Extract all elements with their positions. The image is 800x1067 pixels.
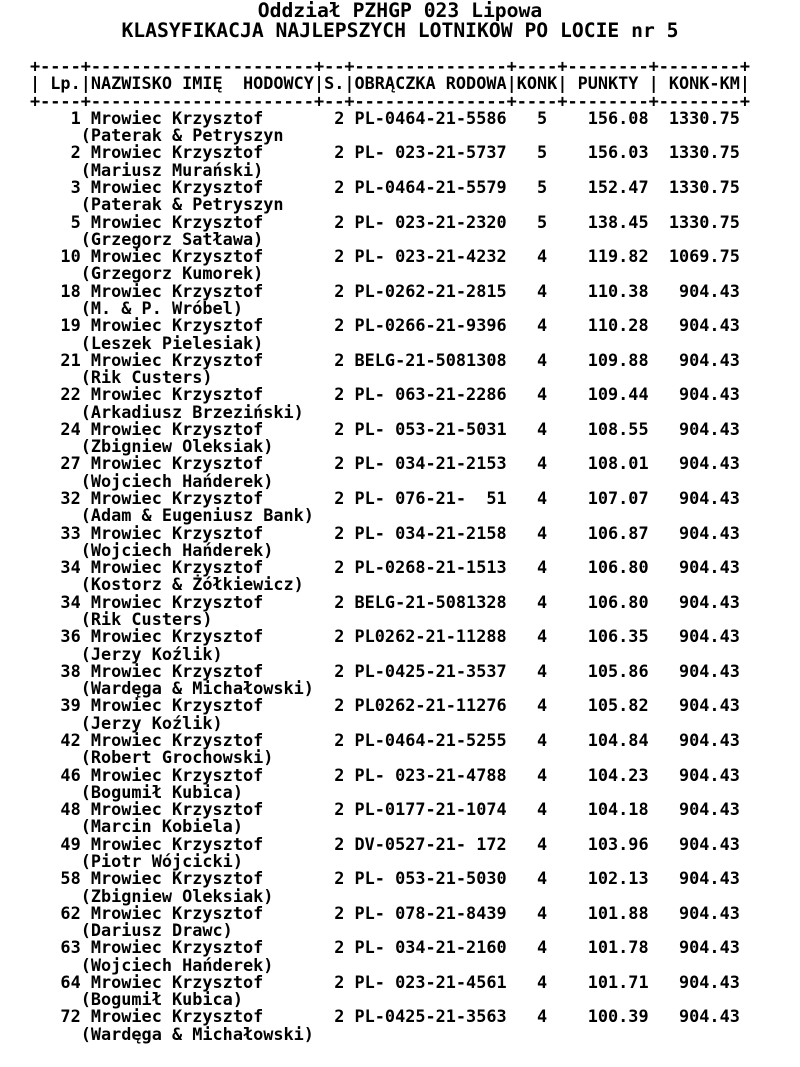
fancier-name: Mrowiec Krzysztof [90,176,264,197]
konk-km-cell: 904.43 [679,695,740,716]
points-cell: 106.80 [587,557,649,578]
table-row [30,455,760,490]
points-cell: 103.96 [587,833,649,854]
points-cell: 156.08 [587,107,649,128]
fancier-name: Mrowiec Krzysztof [90,729,264,750]
konk-cell: 4 [537,764,548,785]
fancier-name: Mrowiec Krzysztof [90,591,264,612]
fancier-name: Mrowiec Krzysztof [90,833,264,854]
branch-title: Oddział PZHGP 023 Lipowa [257,0,543,22]
fancier-name: Mrowiec Krzysztof [90,937,264,958]
table-body [30,107,760,1044]
konk-km-cell: 904.43 [679,868,740,889]
konk-km-cell: 904.43 [679,833,740,854]
points-cell: 102.13 [587,868,649,889]
ring-number: BELG-21-5081308 [354,349,507,370]
partner-name: (Piotr Wójcicki) [80,850,243,871]
row-main-line [30,870,760,887]
fancier-name: Mrowiec Krzysztof [90,280,264,301]
series-cell: 2 [334,280,345,301]
partner-name: (Robert Grochowski) [80,747,274,768]
points-cell: 100.39 [587,1006,649,1027]
partner-name: (Adam & Eugeniusz Bank) [80,505,314,526]
konk-cell: 4 [537,418,548,439]
rank-cell: 18 [60,280,81,301]
konk-cell: 4 [537,799,548,820]
ring-number: PL-0266-21-9396 [354,315,507,336]
partner-name: (Jerzy Koźlik) [80,712,223,733]
points-cell: 156.03 [587,142,649,163]
partner-name: (Leszek Pielesiak) [80,332,264,353]
konk-km-cell: 1069.75 [668,246,740,267]
fancier-name: Mrowiec Krzysztof [90,971,264,992]
series-cell: 2 [334,246,345,267]
partner-name: (Zbigniew Oleksiak) [80,436,274,457]
series-cell: 2 [334,833,345,854]
points-cell: 119.82 [587,246,649,267]
series-cell: 2 [334,1006,345,1027]
fancier-name: Mrowiec Krzysztof [90,211,264,232]
rank-cell: 2 [70,142,81,163]
series-cell: 2 [334,384,345,405]
partner-name: (Kostorz & Żółkiewicz) [80,574,304,595]
table-row [30,939,760,974]
table-row [30,660,760,699]
ring-number: DV-0527-21- 172 [354,833,507,854]
konk-cell: 4 [537,522,548,543]
ring-number: PL- 023-21-5737 [354,142,507,163]
konk-cell: 4 [537,488,548,509]
table-row [30,628,760,663]
konk-km-cell: 904.43 [679,729,740,750]
series-cell: 2 [334,695,345,716]
konk-cell: 4 [537,626,548,647]
rank-cell: 39 [60,695,81,716]
rank-cell: 3 [70,176,81,197]
konk-km-cell: 904.43 [679,660,740,681]
row-main-line [30,628,760,645]
fancier-name: Mrowiec Krzysztof [90,1006,264,1027]
konk-km-cell: 904.43 [679,626,740,647]
table-row [30,490,760,525]
points-cell: 104.18 [587,799,649,820]
table-header-row: | Lp.|NAZWISKO IMIĘ HODOWCY|S.|OBRĄCZKA RODOWA|KONK| PUNKTY | KONK-KM| [30,73,750,94]
konk-cell: 4 [537,1006,548,1027]
series-cell: 2 [334,349,345,370]
points-cell: 109.44 [587,384,649,405]
partner-name: (Grzegorz Kumorek) [80,263,264,284]
fancier-name: Mrowiec Krzysztof [90,418,264,439]
series-cell: 2 [334,176,345,197]
ring-number: PL-0464-21-5579 [354,176,507,197]
partner-name: (Bogumił Kubica) [80,989,243,1010]
table-row [30,349,760,388]
points-cell: 104.84 [587,729,649,750]
series-cell: 2 [334,660,345,681]
partner-name: (Arkadiusz Brzeziński) [80,401,304,422]
konk-cell: 5 [537,142,548,163]
rank-cell: 22 [60,384,81,405]
fancier-name: Mrowiec Krzysztof [90,868,264,889]
points-cell: 108.01 [587,453,649,474]
table-row [30,317,760,352]
partner-name: (Wojciech Hańderek) [80,470,274,491]
points-cell: 109.88 [587,349,649,370]
partner-name: (Paterak & Petryszyn [80,194,284,215]
table-row [30,697,760,732]
rank-cell: 49 [60,833,81,854]
konk-km-cell: 904.43 [679,280,740,301]
rank-cell: 48 [60,799,81,820]
konk-cell: 5 [537,107,548,128]
partner-name: (Mariusz Murański) [80,159,264,180]
konk-km-cell: 904.43 [679,453,740,474]
rank-cell: 46 [60,764,81,785]
rank-cell: 19 [60,315,81,336]
ring-number: PL-0464-21-5255 [354,729,507,750]
points-cell: 101.71 [587,971,649,992]
series-cell: 2 [334,626,345,647]
table-row [30,971,760,1010]
points-cell: 106.80 [587,591,649,612]
konk-km-cell: 904.43 [679,937,740,958]
konk-cell: 4 [537,868,548,889]
table-row [30,418,760,457]
konk-cell: 4 [537,557,548,578]
ring-number: PL-0464-21-5586 [354,107,507,128]
partner-name: (Wojciech Hańderek) [80,954,274,975]
results-table [30,58,760,1043]
points-cell: 110.28 [587,315,649,336]
series-cell: 2 [334,453,345,474]
konk-cell: 4 [537,591,548,612]
series-cell: 2 [334,902,345,923]
rank-cell: 38 [60,660,81,681]
ring-number: PL- 023-21-4788 [354,764,507,785]
konk-km-cell: 1330.75 [668,142,740,163]
series-cell: 2 [334,591,345,612]
konk-km-cell: 904.43 [679,971,740,992]
konk-cell: 4 [537,246,548,267]
konk-km-cell: 904.43 [679,418,740,439]
points-cell: 104.23 [587,764,649,785]
row-partner-line [30,1023,760,1044]
points-cell: 108.55 [587,418,649,439]
konk-km-cell: 904.43 [679,591,740,612]
fancier-name: Mrowiec Krzysztof [90,695,264,716]
series-cell: 2 [334,107,345,128]
fancier-name: Mrowiec Krzysztof [90,557,264,578]
ring-number: PL-0177-21-1074 [354,799,507,820]
konk-cell: 4 [537,695,548,716]
ring-number: PL- 023-21-2320 [354,211,507,232]
rank-cell: 10 [60,246,81,267]
rank-cell: 36 [60,626,81,647]
konk-km-cell: 904.43 [679,384,740,405]
partner-name: (Rik Custers) [80,367,213,388]
row-main-line [30,317,760,334]
ring-number: PL- 034-21-2160 [354,937,507,958]
table-row [30,211,760,249]
table-row [30,522,760,560]
rank-cell: 1 [70,107,81,128]
ring-number: PL- 023-21-4232 [354,246,507,267]
konk-km-cell: 904.43 [679,1006,740,1027]
partner-name: (M. & P. Wróbel) [80,297,243,318]
partner-name: (Zbigniew Oleksiak) [80,885,274,906]
table-row [30,386,760,421]
ring-number: PL- 076-21- 51 [354,488,507,509]
konk-km-cell: 1330.75 [668,211,740,232]
konk-cell: 4 [537,384,548,405]
konk-cell: 5 [537,176,548,197]
row-partner-line [30,749,760,766]
series-cell: 2 [334,937,345,958]
rank-cell: 21 [60,349,81,370]
points-cell: 152.47 [587,176,649,197]
points-cell: 105.82 [587,695,649,716]
series-cell: 2 [334,764,345,785]
points-cell: 106.35 [587,626,649,647]
partner-name: (Wardęga & Michałowski) [80,1023,314,1044]
points-cell: 138.45 [587,211,649,232]
ring-number: PL0262-21-11288 [354,626,507,647]
table-header-border: +----+----------------------+--+---------------+----+--------+--------+ [30,90,750,111]
ring-number: PL0262-21-11276 [354,695,507,716]
ring-number: PL- 034-21-2153 [354,453,507,474]
ring-number: PL-0262-21-2815 [354,280,507,301]
konk-cell: 4 [537,937,548,958]
konk-km-cell: 904.43 [679,315,740,336]
fancier-name: Mrowiec Krzysztof [90,626,264,647]
konk-km-cell: 904.43 [679,557,740,578]
table-top-border: +----+----------------------+--+---------------+----+--------+--------+ [30,56,750,76]
rank-cell: 33 [60,522,81,543]
points-cell: 105.86 [587,660,649,681]
fancier-name: Mrowiec Krzysztof [90,107,264,128]
fancier-name: Mrowiec Krzysztof [90,488,264,509]
ring-number: PL- 034-21-2158 [354,522,507,543]
series-cell: 2 [334,971,345,992]
table-row [30,729,760,768]
konk-km-cell: 904.43 [679,764,740,785]
konk-cell: 4 [537,902,548,923]
konk-km-cell: 904.43 [679,799,740,820]
ring-number: PL- 063-21-2286 [354,384,507,405]
rank-cell: 63 [60,937,81,958]
partner-name: (Dariusz Drawc) [80,920,233,941]
series-cell: 2 [334,315,345,336]
konk-cell: 4 [537,349,548,370]
ring-number: PL-0268-21-1513 [354,557,507,578]
table-row [30,107,760,146]
partner-name: (Rik Custers) [80,609,213,629]
table-row [30,248,760,283]
table-row [30,559,760,594]
partner-name: (Wardęga & Michałowski) [80,678,314,699]
partner-name: (Grzegorz Satława) [80,228,264,249]
konk-km-cell: 904.43 [679,349,740,370]
table-row [30,764,760,802]
fancier-name: Mrowiec Krzysztof [90,764,264,785]
points-cell: 110.38 [587,280,649,301]
points-cell: 101.78 [587,937,649,958]
fancier-name: Mrowiec Krzysztof [90,315,264,336]
rank-cell: 34 [60,557,81,578]
rank-cell: 34 [60,591,81,612]
ring-number: BELG-21-5081328 [354,591,507,612]
ring-number: PL-0425-21-3537 [354,660,507,681]
table-row [30,176,760,215]
ring-number: PL-0425-21-3563 [354,1006,507,1027]
points-cell: 106.87 [587,522,649,543]
ring-number: PL- 053-21-5031 [354,418,507,439]
fancier-name: Mrowiec Krzysztof [90,384,264,405]
rank-cell: 42 [60,729,81,750]
rank-cell: 64 [60,971,81,992]
partner-name: (Marcin Kobiela) [80,816,243,837]
konk-km-cell: 904.43 [679,488,740,509]
series-cell: 2 [334,488,345,509]
series-cell: 2 [334,142,345,163]
series-cell: 2 [334,211,345,232]
fancier-name: Mrowiec Krzysztof [90,349,264,370]
series-cell: 2 [334,418,345,439]
row-partner-line [30,507,760,524]
table-row [30,144,760,179]
points-cell: 107.07 [587,488,649,509]
fancier-name: Mrowiec Krzysztof [90,902,264,923]
series-cell: 2 [334,557,345,578]
ring-number: PL- 078-21-8439 [354,902,507,923]
konk-cell: 4 [537,971,548,992]
partner-name: (Jerzy Koźlik) [80,643,223,664]
table-row [30,591,760,629]
table-row [30,902,760,941]
partner-name: (Wojciech Hańderek) [80,539,274,560]
table-row [30,833,760,871]
partner-name: (Paterak & Petryszyn [80,125,284,146]
table-row [30,1008,760,1043]
series-cell: 2 [334,799,345,820]
rank-cell: 62 [60,902,81,923]
table-row [30,801,760,836]
series-cell: 2 [334,522,345,543]
konk-km-cell: 1330.75 [668,107,740,128]
fancier-name: Mrowiec Krzysztof [90,142,264,163]
rank-cell: 72 [60,1006,81,1027]
fancier-name: Mrowiec Krzysztof [90,660,264,681]
fancier-name: Mrowiec Krzysztof [90,522,264,543]
rank-cell: 32 [60,488,81,509]
konk-cell: 4 [537,660,548,681]
konk-cell: 4 [537,280,548,301]
konk-cell: 4 [537,833,548,854]
fancier-name: Mrowiec Krzysztof [90,799,264,820]
konk-km-cell: 904.43 [679,902,740,923]
fancier-name: Mrowiec Krzysztof [90,453,264,474]
row-partner-line [30,196,760,213]
rank-cell: 24 [60,418,81,439]
konk-cell: 4 [537,315,548,336]
points-cell: 101.88 [587,902,649,923]
series-cell: 2 [334,868,345,889]
konk-cell: 4 [537,453,548,474]
konk-cell: 5 [537,211,548,232]
partner-name: (Bogumił Kubica) [80,781,243,802]
series-cell: 2 [334,729,345,750]
rank-cell: 5 [70,211,81,232]
konk-km-cell: 1330.75 [668,176,740,197]
rank-cell: 58 [60,868,81,889]
konk-cell: 4 [537,729,548,750]
classification-title: KLASYFIKACJA NAJLEPSZYCH LOTNIKOW PO LOCIE nr 5 [121,19,679,42]
table-row [30,870,760,905]
table-row [30,280,760,318]
fancier-name: Mrowiec Krzysztof [90,246,264,267]
ring-number: PL- 023-21-4561 [354,971,507,992]
konk-km-cell: 904.43 [679,522,740,543]
ring-number: PL- 053-21-5030 [354,868,507,889]
rank-cell: 27 [60,453,81,474]
